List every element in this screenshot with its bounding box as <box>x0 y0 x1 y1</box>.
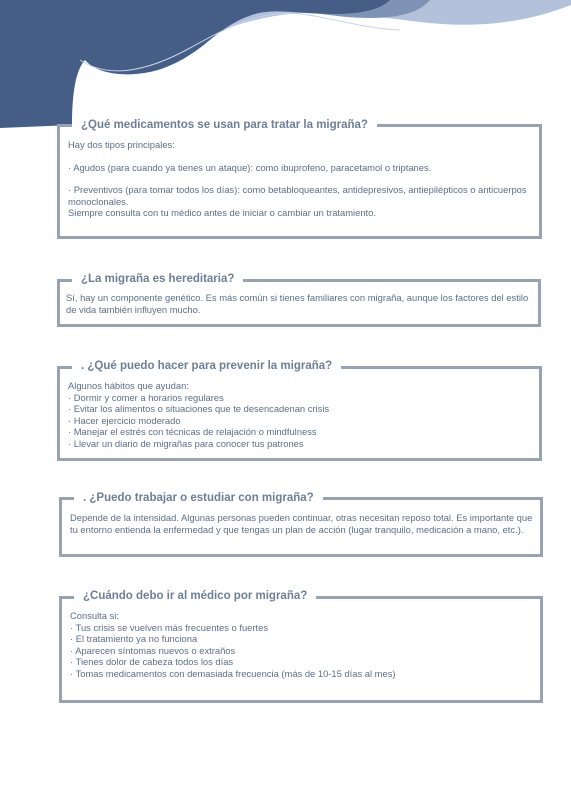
section-heading: ¿Cuándo debo ir al médico por migraña? <box>74 589 316 603</box>
list-item: · Manejar el estrés con técnicas de relajación o mindfulness <box>68 426 533 438</box>
list-item: · Tus crisis se vuelven más frecuentes o fuertes <box>70 622 534 634</box>
section-intro: Algunos hábitos que ayudan: <box>68 380 189 391</box>
habits-list <box>68 392 533 450</box>
doctor-reasons-list <box>70 622 534 680</box>
list-item: · Aparecen síntomas nuevos o extraños <box>70 645 534 657</box>
section-text: Depende de la intensidad. Algunas personas pueden continuar, otras necesitan reposo total. Es importante que tu entorno entienda la enfermedad y que tengas un plan de acción (lugar tranquilo, medicación a mano, etc.). <box>70 512 533 535</box>
section-body <box>68 380 533 450</box>
list-item: · Llevar un diario de migrañas para conocer tus patrones <box>68 438 533 450</box>
section-intro: Hay dos tipos principales: <box>68 139 175 150</box>
section-heading: . ¿Qué puedo hacer para prevenir la migraña? <box>72 359 341 373</box>
list-item: · Hacer ejercicio moderado <box>68 415 533 427</box>
section-body <box>68 139 533 219</box>
section-heading: . ¿Puedo trabajar o estudiar con migraña? <box>74 491 323 505</box>
list-item: · Tomas medicamentos con demasiada frecuencia (más de 10-15 días al mes) <box>70 668 534 680</box>
section-body <box>66 292 532 315</box>
list-item: · Preventivos (para tomar todos los días): como betabloqueantes, antidepresivos, antiepilépticos o anticuerpos monoclonales. <box>68 184 527 207</box>
section-text: Sí, hay un componente genético. Es más común si tienes familiares con migraña, aunque los factores del estilo de vida también influyen mucho. <box>66 292 529 315</box>
section-heading: ¿Qué medicamentos se usan para tratar la migraña? <box>72 118 377 132</box>
section-intro: Consulta si: <box>70 610 119 621</box>
section-body <box>70 512 534 535</box>
list-item: · El tratamiento ya no funciona <box>70 633 534 645</box>
section-body <box>70 610 534 680</box>
section-heading: ¿La migraña es hereditaria? <box>72 272 243 286</box>
list-item: · Tienes dolor de cabeza todos los días <box>70 656 534 668</box>
list-item: · Agudos (para cuando ya tienes un ataque): como ibuprofeno, paracetamol o triptanes. <box>68 161 432 173</box>
list-item: · Dormir y comer a horarios regulares <box>68 392 533 404</box>
list-item: · Evitar los alimentos o situaciones que te desencadenan crisis <box>68 403 533 415</box>
section-note: Siempre consulta con tu médico antes de iniciar o cambiar un tratamiento. <box>68 207 376 219</box>
